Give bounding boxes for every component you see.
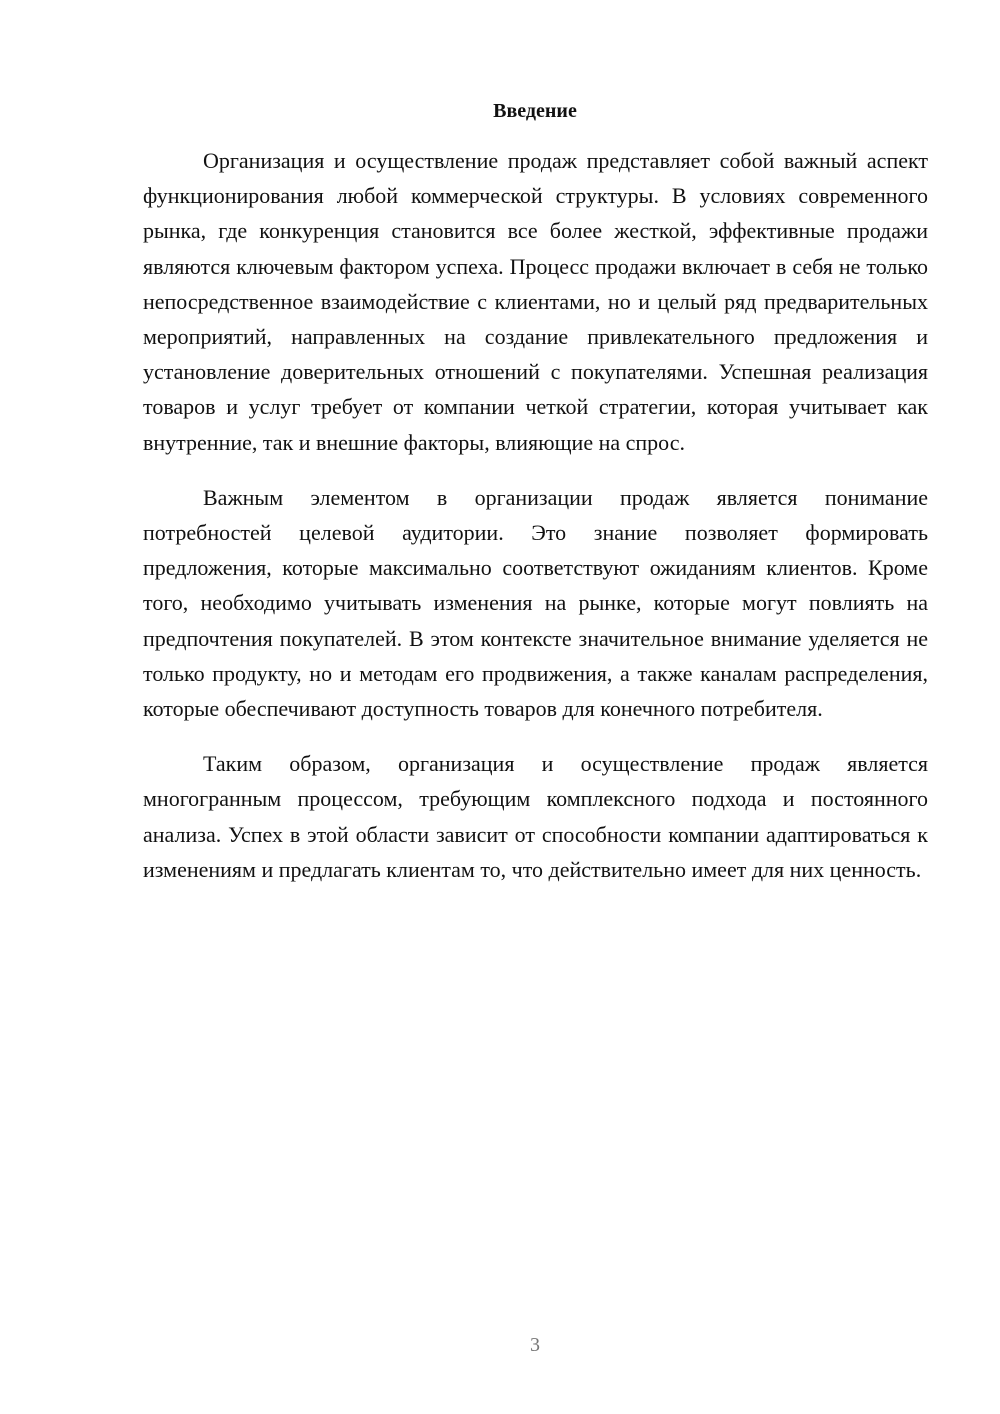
paragraph: Важным элементом в организации продаж является понимание потребностей целевой аудитории. Это знание позволяет формировать предложения, которые максимально соответствуют ожиданиям клиентов. Кроме того, необходимо учитывать изменения на рынке, которые могут повлиять на предпочтения покупателей. В этом контексте значительное внимание уделяется не только продукту, но и методам его продвижения, а также каналам распределения, которые обеспечивают доступность товаров для конечного потребителя. xyxy=(143,484,928,722)
paragraph: Организация и осуществление продаж представляет собой важный аспект функционирования любой коммерческой структуры. В условиях современного рынка, где конкуренция становится все более жесткой, эффективные продажи являются ключевым фактором успеха. Процесс продажи включает в себя не только непосредственное взаимодействие с клиентами, но и целый ряд предварительных мероприятий, направленных на создание привлекательного предложения и установление доверительных отношений с покупателями. Успешная реализация товаров и услуг требует от компании четкой стратегии, которая учитывает как внутренние, так и внешние факторы, влияющие на спрос. xyxy=(143,148,928,455)
section-heading: Введение xyxy=(493,100,577,122)
document-body xyxy=(143,143,928,887)
page-number: 3 xyxy=(530,1334,540,1356)
paragraph: Таким образом, организация и осуществление продаж является многогранным процессом, требующим комплексного подхода и постоянного анализа. Успех в этой области зависит от способности компании адаптироваться к изменениям и предлагать клиентам то, что действительно имеет для них ценность. xyxy=(143,751,928,882)
